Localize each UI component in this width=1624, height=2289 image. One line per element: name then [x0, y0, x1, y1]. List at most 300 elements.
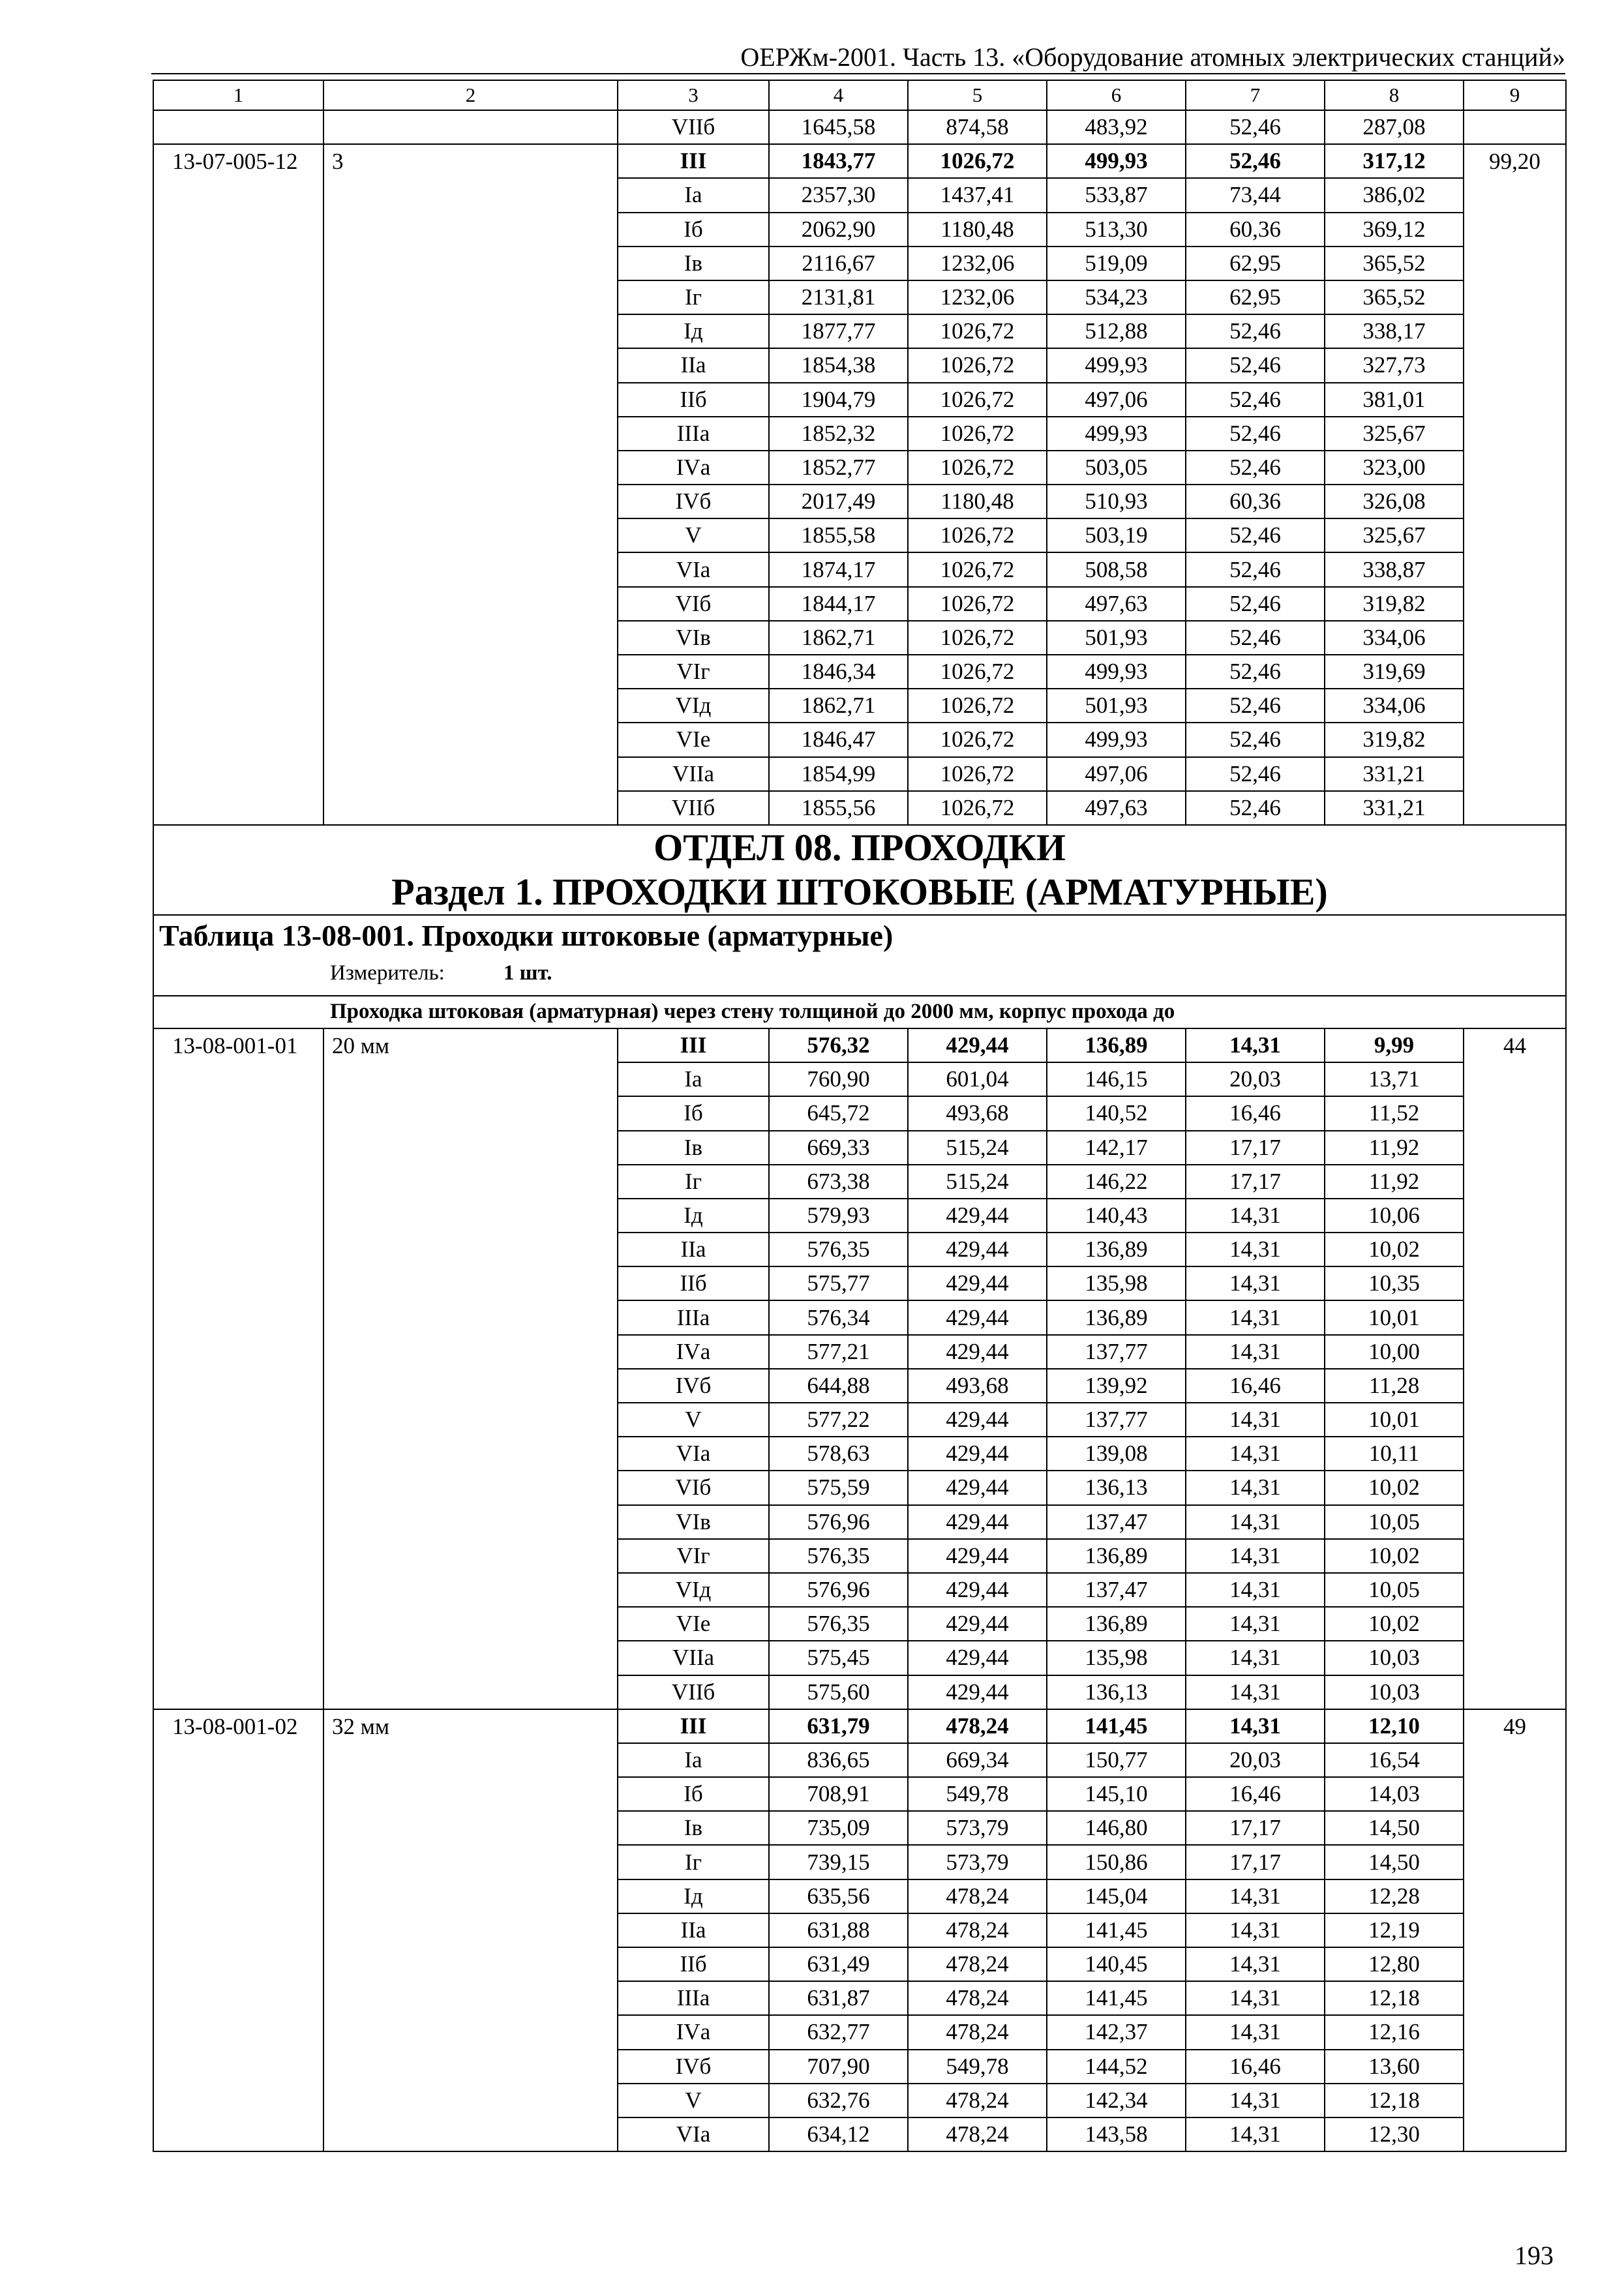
value-cell: 499,93 [1047, 655, 1186, 689]
value-cell: 429,44 [908, 1335, 1047, 1369]
value-cell: 140,45 [1047, 1947, 1186, 1981]
value-cell: 483,92 [1047, 110, 1186, 144]
zone-cell: IVа [618, 1335, 769, 1369]
zone-cell: V [618, 518, 769, 552]
column-number: 2 [323, 80, 618, 110]
value-cell: 10,05 [1325, 1573, 1464, 1607]
zone-cell: Iа [618, 1062, 769, 1096]
zone-cell: V [618, 2084, 769, 2117]
rate-code: 13-08-001-01 [153, 1028, 323, 1709]
value-cell: 1026,72 [908, 144, 1047, 178]
zone-cell: Iд [618, 1879, 769, 1913]
value-cell: 478,24 [908, 1879, 1047, 1913]
value-cell: 635,56 [769, 1879, 908, 1913]
zone-cell: IIб [618, 1947, 769, 1981]
zone-cell: VIIа [618, 757, 769, 791]
value-cell: 150,77 [1047, 1743, 1186, 1777]
value-cell: 331,21 [1325, 791, 1464, 825]
zone-cell: VIIа [618, 1641, 769, 1675]
value-cell: 10,00 [1325, 1335, 1464, 1369]
zone-cell: IVб [618, 2050, 769, 2084]
value-cell: 1026,72 [908, 417, 1047, 451]
value-cell: 1026,72 [908, 655, 1047, 689]
value-cell: 429,44 [908, 1607, 1047, 1641]
value-cell: 60,36 [1186, 485, 1325, 518]
zone-cell: VIб [618, 1471, 769, 1504]
zone-cell: IVа [618, 451, 769, 485]
value-cell: 136,89 [1047, 1300, 1186, 1334]
value-cell: 319,82 [1325, 723, 1464, 756]
value-cell: 512,88 [1047, 314, 1186, 348]
value-cell: 501,93 [1047, 689, 1186, 723]
value-cell: 429,44 [908, 1505, 1047, 1539]
rates-table [153, 80, 1567, 2152]
zone-cell: VIа [618, 1437, 769, 1471]
zone-cell: Iа [618, 178, 769, 212]
value-cell: 1026,72 [908, 383, 1047, 417]
table-row [153, 1028, 1566, 1062]
column-number: 8 [1325, 80, 1464, 110]
value-cell: 874,58 [908, 110, 1047, 144]
value-cell: 145,10 [1047, 1777, 1186, 1811]
value-cell: 52,46 [1186, 110, 1325, 144]
value-cell: 576,35 [769, 1233, 908, 1266]
value-cell: 14,31 [1186, 1641, 1325, 1675]
value-cell: 493,68 [908, 1096, 1047, 1130]
value-cell: 576,32 [769, 1028, 908, 1062]
value-cell: 1026,72 [908, 451, 1047, 485]
page-header-title: ОЕРЖм-2001. Часть 13. «Оборудование атомных электрических станций» [740, 42, 1565, 72]
value-cell: 576,35 [769, 1539, 908, 1573]
value-cell: 1232,06 [908, 280, 1047, 314]
value-cell: 20,03 [1186, 1062, 1325, 1096]
value-cell: 429,44 [908, 1471, 1047, 1504]
value-cell: 577,21 [769, 1335, 908, 1369]
value-cell: 10,03 [1325, 1641, 1464, 1675]
zone-cell: VIа [618, 552, 769, 586]
value-cell: 1026,72 [908, 587, 1047, 621]
zone-cell: VIе [618, 1607, 769, 1641]
zone-cell: Iа [618, 1743, 769, 1777]
page-number: 193 [1514, 2241, 1554, 2270]
value-cell: 533,87 [1047, 178, 1186, 212]
value-cell: 575,45 [769, 1641, 908, 1675]
value-cell: 549,78 [908, 2050, 1047, 2084]
value-cell: 1852,32 [769, 417, 908, 451]
measure-value: 1 шт. [503, 961, 552, 985]
header-divider [151, 73, 1565, 74]
measure-label: Измеритель: [330, 961, 445, 985]
value-cell: 13,60 [1325, 2050, 1464, 2084]
zone-cell: IIа [618, 1233, 769, 1266]
zone-cell: V [618, 1403, 769, 1437]
value-cell: 499,93 [1047, 144, 1186, 178]
value-cell: 135,98 [1047, 1266, 1186, 1300]
column-number-row [153, 80, 1566, 110]
column-number: 5 [908, 80, 1047, 110]
value-cell: 631,88 [769, 1913, 908, 1947]
value-cell: 135,98 [1047, 1641, 1186, 1675]
value-cell: 577,22 [769, 1403, 908, 1437]
table-row [153, 144, 1566, 178]
value-cell: 14,31 [1186, 2117, 1325, 2151]
value-cell: 62,95 [1186, 280, 1325, 314]
zone-cell: Iб [618, 213, 769, 247]
value-cell: 549,78 [908, 1777, 1047, 1811]
value-cell: 576,96 [769, 1573, 908, 1607]
value-cell: 1854,99 [769, 757, 908, 791]
value-cell: 10,02 [1325, 1233, 1464, 1266]
value-cell: 325,67 [1325, 417, 1464, 451]
value-cell: 150,86 [1047, 1845, 1186, 1879]
value-cell: 10,02 [1325, 1607, 1464, 1641]
value-cell: 145,04 [1047, 1879, 1186, 1913]
value-cell: 14,31 [1186, 1403, 1325, 1437]
value-cell: 478,24 [908, 1709, 1047, 1743]
value-cell: 497,06 [1047, 383, 1186, 417]
value-cell: 739,15 [769, 1845, 908, 1879]
value-cell: 10,02 [1325, 1539, 1464, 1573]
rate-code: 13-07-005-12 [153, 144, 323, 825]
value-cell: 17,17 [1186, 1845, 1325, 1879]
section-title: ОТДЕЛ 08. ПРОХОДКИ [654, 826, 1066, 869]
description: Проходка штоковая (арматурная) через стену толщиной до 2000 мм, корпус прохода до [153, 996, 1566, 1028]
value-cell: 760,90 [769, 1062, 908, 1096]
value-cell: 142,34 [1047, 2084, 1186, 2117]
value-cell: 52,46 [1186, 587, 1325, 621]
description-row [153, 996, 1566, 1028]
value-cell: 317,12 [1325, 144, 1464, 178]
value-cell: 52,46 [1186, 348, 1325, 382]
value-cell: 12,28 [1325, 1879, 1464, 1913]
value-cell: 1874,17 [769, 552, 908, 586]
value-cell: 10,02 [1325, 1471, 1464, 1504]
value-cell: 325,67 [1325, 518, 1464, 552]
value-cell: 499,93 [1047, 723, 1186, 756]
zone-cell: III [618, 1028, 769, 1062]
table-title-row [153, 915, 1566, 996]
value-cell: 631,87 [769, 1981, 908, 2015]
value-cell: 52,46 [1186, 451, 1325, 485]
column-number: 6 [1047, 80, 1186, 110]
value-cell: 334,06 [1325, 689, 1464, 723]
value-cell: 136,13 [1047, 1675, 1186, 1709]
value-cell: 1026,72 [908, 621, 1047, 655]
value-cell: 14,31 [1186, 1879, 1325, 1913]
value-cell: 1904,79 [769, 383, 908, 417]
zone-cell: VIIб [618, 1675, 769, 1709]
value-cell: 513,30 [1047, 213, 1186, 247]
value-cell: 1645,58 [769, 110, 908, 144]
value-cell: 1843,77 [769, 144, 908, 178]
value-cell: 60,36 [1186, 213, 1325, 247]
value-cell: 1026,72 [908, 791, 1047, 825]
value-cell: 142,37 [1047, 2015, 1186, 2049]
value-cell: 1232,06 [908, 247, 1047, 280]
table-row [153, 1709, 1566, 1743]
value-cell: 12,30 [1325, 2117, 1464, 2151]
value-cell: 12,80 [1325, 1947, 1464, 1981]
value-cell: 9,99 [1325, 1028, 1464, 1062]
value-cell: 1180,48 [908, 213, 1047, 247]
value-cell: 429,44 [908, 1403, 1047, 1437]
value-cell: 669,34 [908, 1743, 1047, 1777]
zone-cell: VIв [618, 621, 769, 655]
value-cell: 429,44 [908, 1573, 1047, 1607]
value-cell: 17,17 [1186, 1811, 1325, 1845]
value-cell: 140,43 [1047, 1199, 1186, 1233]
value-cell: 11,52 [1325, 1096, 1464, 1130]
value-cell: 11,92 [1325, 1131, 1464, 1165]
value-cell: 429,44 [908, 1199, 1047, 1233]
value-cell: 14,03 [1325, 1777, 1464, 1811]
value-cell: 137,47 [1047, 1573, 1186, 1607]
value-cell: 14,31 [1186, 1505, 1325, 1539]
value-cell: 1877,77 [769, 314, 908, 348]
zone-cell: VIг [618, 655, 769, 689]
rate-code: 13-08-001-02 [153, 1709, 323, 2151]
value-cell: 319,82 [1325, 587, 1464, 621]
value-cell: 644,88 [769, 1369, 908, 1403]
value-cell: 2116,67 [769, 247, 908, 280]
value-cell: 503,19 [1047, 518, 1186, 552]
zone-cell: IVб [618, 485, 769, 518]
value-cell: 14,31 [1186, 1199, 1325, 1233]
column-number: 3 [618, 80, 769, 110]
zone-cell: VIд [618, 1573, 769, 1607]
zone-cell: Iб [618, 1777, 769, 1811]
value-cell: 141,45 [1047, 1913, 1186, 1947]
value-cell: 515,24 [908, 1131, 1047, 1165]
value-cell: 319,69 [1325, 655, 1464, 689]
value-cell: 575,59 [769, 1471, 908, 1504]
zone-cell: Iд [618, 1199, 769, 1233]
table-title-cell [153, 915, 1566, 996]
value-cell: 52,46 [1186, 417, 1325, 451]
value-cell: 14,31 [1186, 1233, 1325, 1266]
value-cell: 2131,81 [769, 280, 908, 314]
value-cell: 1844,17 [769, 587, 908, 621]
value-cell: 12,10 [1325, 1709, 1464, 1743]
zone-cell: III [618, 1709, 769, 1743]
value-cell: 1855,58 [769, 518, 908, 552]
rate-parameter: 20 мм [323, 1028, 618, 1709]
value-cell: 576,96 [769, 1505, 908, 1539]
value-cell: 10,01 [1325, 1300, 1464, 1334]
value-cell: 323,00 [1325, 451, 1464, 485]
value-cell: 386,02 [1325, 178, 1464, 212]
section-heading-row [153, 825, 1566, 915]
zone-cell: IIа [618, 348, 769, 382]
value-cell: 508,58 [1047, 552, 1186, 586]
value-cell: 136,89 [1047, 1233, 1186, 1266]
value-cell: 146,15 [1047, 1062, 1186, 1096]
value-cell: 12,18 [1325, 1981, 1464, 2015]
value-cell: 14,31 [1186, 1947, 1325, 1981]
zone-cell: Iв [618, 247, 769, 280]
value-cell: 14,31 [1186, 1573, 1325, 1607]
zone-cell: VIб [618, 587, 769, 621]
zone-cell: Iд [618, 314, 769, 348]
value-cell: 13,71 [1325, 1062, 1464, 1096]
value-cell: 14,50 [1325, 1811, 1464, 1845]
value-cell: 501,93 [1047, 621, 1186, 655]
zone-cell: IIб [618, 383, 769, 417]
value-cell: 575,77 [769, 1266, 908, 1300]
value-cell: 14,50 [1325, 1845, 1464, 1879]
value-cell: 478,24 [908, 1947, 1047, 1981]
value-cell: 16,46 [1186, 1096, 1325, 1130]
value-cell: 52,46 [1186, 621, 1325, 655]
table-row [153, 110, 1566, 144]
value-cell: 1852,77 [769, 451, 908, 485]
value-cell: 1854,38 [769, 348, 908, 382]
rate-column-9: 44 [1464, 1028, 1566, 1709]
value-cell: 62,95 [1186, 247, 1325, 280]
zone-cell: VIв [618, 1505, 769, 1539]
zone-cell: III [618, 144, 769, 178]
value-cell: 10,35 [1325, 1266, 1464, 1300]
value-cell: 2017,49 [769, 485, 908, 518]
value-cell: 136,89 [1047, 1028, 1186, 1062]
value-cell: 10,11 [1325, 1437, 1464, 1471]
value-cell: 1026,72 [908, 757, 1047, 791]
zone-cell: Iг [618, 280, 769, 314]
value-cell: 429,44 [908, 1300, 1047, 1334]
value-cell: 141,45 [1047, 1981, 1186, 2015]
value-cell: 142,17 [1047, 1131, 1186, 1165]
value-cell: 136,89 [1047, 1539, 1186, 1573]
value-cell: 334,06 [1325, 621, 1464, 655]
value-cell: 11,28 [1325, 1369, 1464, 1403]
value-cell: 12,19 [1325, 1913, 1464, 1947]
zone-cell: IVб [618, 1369, 769, 1403]
value-cell: 369,12 [1325, 213, 1464, 247]
value-cell: 14,31 [1186, 1981, 1325, 2015]
value-cell: 669,33 [769, 1131, 908, 1165]
value-cell: 632,76 [769, 2084, 908, 2117]
value-cell: 519,09 [1047, 247, 1186, 280]
rate-parameter: 32 мм [323, 1709, 618, 2151]
value-cell: 578,63 [769, 1437, 908, 1471]
rate-column-9: 99,20 [1464, 144, 1566, 825]
zone-cell: IIIа [618, 417, 769, 451]
value-cell: 1026,72 [908, 552, 1047, 586]
zone-cell: IIIа [618, 1300, 769, 1334]
column-number: 4 [769, 80, 908, 110]
value-cell: 338,87 [1325, 552, 1464, 586]
value-cell: 429,44 [908, 1539, 1047, 1573]
value-cell: 52,46 [1186, 791, 1325, 825]
value-cell: 1437,41 [908, 178, 1047, 212]
column-number: 1 [153, 80, 323, 110]
value-cell: 534,23 [1047, 280, 1186, 314]
zone-cell: Iг [618, 1165, 769, 1199]
value-cell: 634,12 [769, 2117, 908, 2151]
value-cell: 10,03 [1325, 1675, 1464, 1709]
value-cell: 573,79 [908, 1845, 1047, 1879]
value-cell: 16,54 [1325, 1743, 1464, 1777]
value-cell: 146,80 [1047, 1811, 1186, 1845]
table-title: Таблица 13-08-001. Проходки штоковые (арматурные) [159, 918, 894, 952]
value-cell: 287,08 [1325, 110, 1464, 144]
zone-cell: VIIб [618, 110, 769, 144]
zone-cell: VIг [618, 1539, 769, 1573]
zone-cell: IIIа [618, 1981, 769, 2015]
value-cell: 144,52 [1047, 2050, 1186, 2084]
value-cell: 478,24 [908, 2084, 1047, 2117]
value-cell: 14,31 [1186, 1266, 1325, 1300]
value-cell: 12,16 [1325, 2015, 1464, 2049]
value-cell: 429,44 [908, 1233, 1047, 1266]
value-cell: 1862,71 [769, 621, 908, 655]
rate-column-9: 49 [1464, 1709, 1566, 2151]
value-cell: 497,63 [1047, 791, 1186, 825]
value-cell: 139,08 [1047, 1437, 1186, 1471]
value-cell: 2357,30 [769, 178, 908, 212]
value-cell: 510,93 [1047, 485, 1186, 518]
value-cell: 735,09 [769, 1811, 908, 1845]
value-cell: 141,45 [1047, 1709, 1186, 1743]
value-cell: 14,31 [1186, 1437, 1325, 1471]
value-cell: 14,31 [1186, 1471, 1325, 1504]
value-cell: 14,31 [1186, 1709, 1325, 1743]
value-cell: 52,46 [1186, 383, 1325, 417]
value-cell: 1026,72 [908, 689, 1047, 723]
zone-cell: VIа [618, 2117, 769, 2151]
value-cell: 14,31 [1186, 2015, 1325, 2049]
value-cell: 365,52 [1325, 280, 1464, 314]
value-cell: 52,46 [1186, 689, 1325, 723]
column-number: 9 [1464, 80, 1566, 110]
value-cell: 143,58 [1047, 2117, 1186, 2151]
value-cell: 20,03 [1186, 1743, 1325, 1777]
value-cell: 497,06 [1047, 757, 1186, 791]
value-cell: 52,46 [1186, 552, 1325, 586]
value-cell: 429,44 [908, 1641, 1047, 1675]
value-cell: 478,24 [908, 1913, 1047, 1947]
value-cell: 14,31 [1186, 2084, 1325, 2117]
zone-cell: VIд [618, 689, 769, 723]
value-cell: 381,01 [1325, 383, 1464, 417]
value-cell: 14,31 [1186, 1607, 1325, 1641]
value-cell: 645,72 [769, 1096, 908, 1130]
value-cell: 146,22 [1047, 1165, 1186, 1199]
value-cell: 331,21 [1325, 757, 1464, 791]
rate-parameter: 3 [323, 144, 618, 825]
value-cell: 326,08 [1325, 485, 1464, 518]
value-cell: 16,46 [1186, 1777, 1325, 1811]
value-cell: 429,44 [908, 1266, 1047, 1300]
value-cell: 497,63 [1047, 587, 1186, 621]
value-cell: 137,47 [1047, 1505, 1186, 1539]
value-cell: 52,46 [1186, 723, 1325, 756]
value-cell: 515,24 [908, 1165, 1047, 1199]
zone-cell: IIб [618, 1266, 769, 1300]
value-cell: 137,77 [1047, 1335, 1186, 1369]
value-cell: 493,68 [908, 1369, 1047, 1403]
section-subtitle: Раздел 1. ПРОХОДКИ ШТОКОВЫЕ (АРМАТУРНЫЕ) [391, 870, 1328, 913]
value-cell: 429,44 [908, 1437, 1047, 1471]
value-cell: 1026,72 [908, 723, 1047, 756]
value-cell: 573,79 [908, 1811, 1047, 1845]
value-cell: 429,44 [908, 1028, 1047, 1062]
empty-cell [153, 110, 323, 144]
value-cell: 17,17 [1186, 1131, 1325, 1165]
value-cell: 14,31 [1186, 1335, 1325, 1369]
value-cell: 10,06 [1325, 1199, 1464, 1233]
zone-cell: IVа [618, 2015, 769, 2049]
